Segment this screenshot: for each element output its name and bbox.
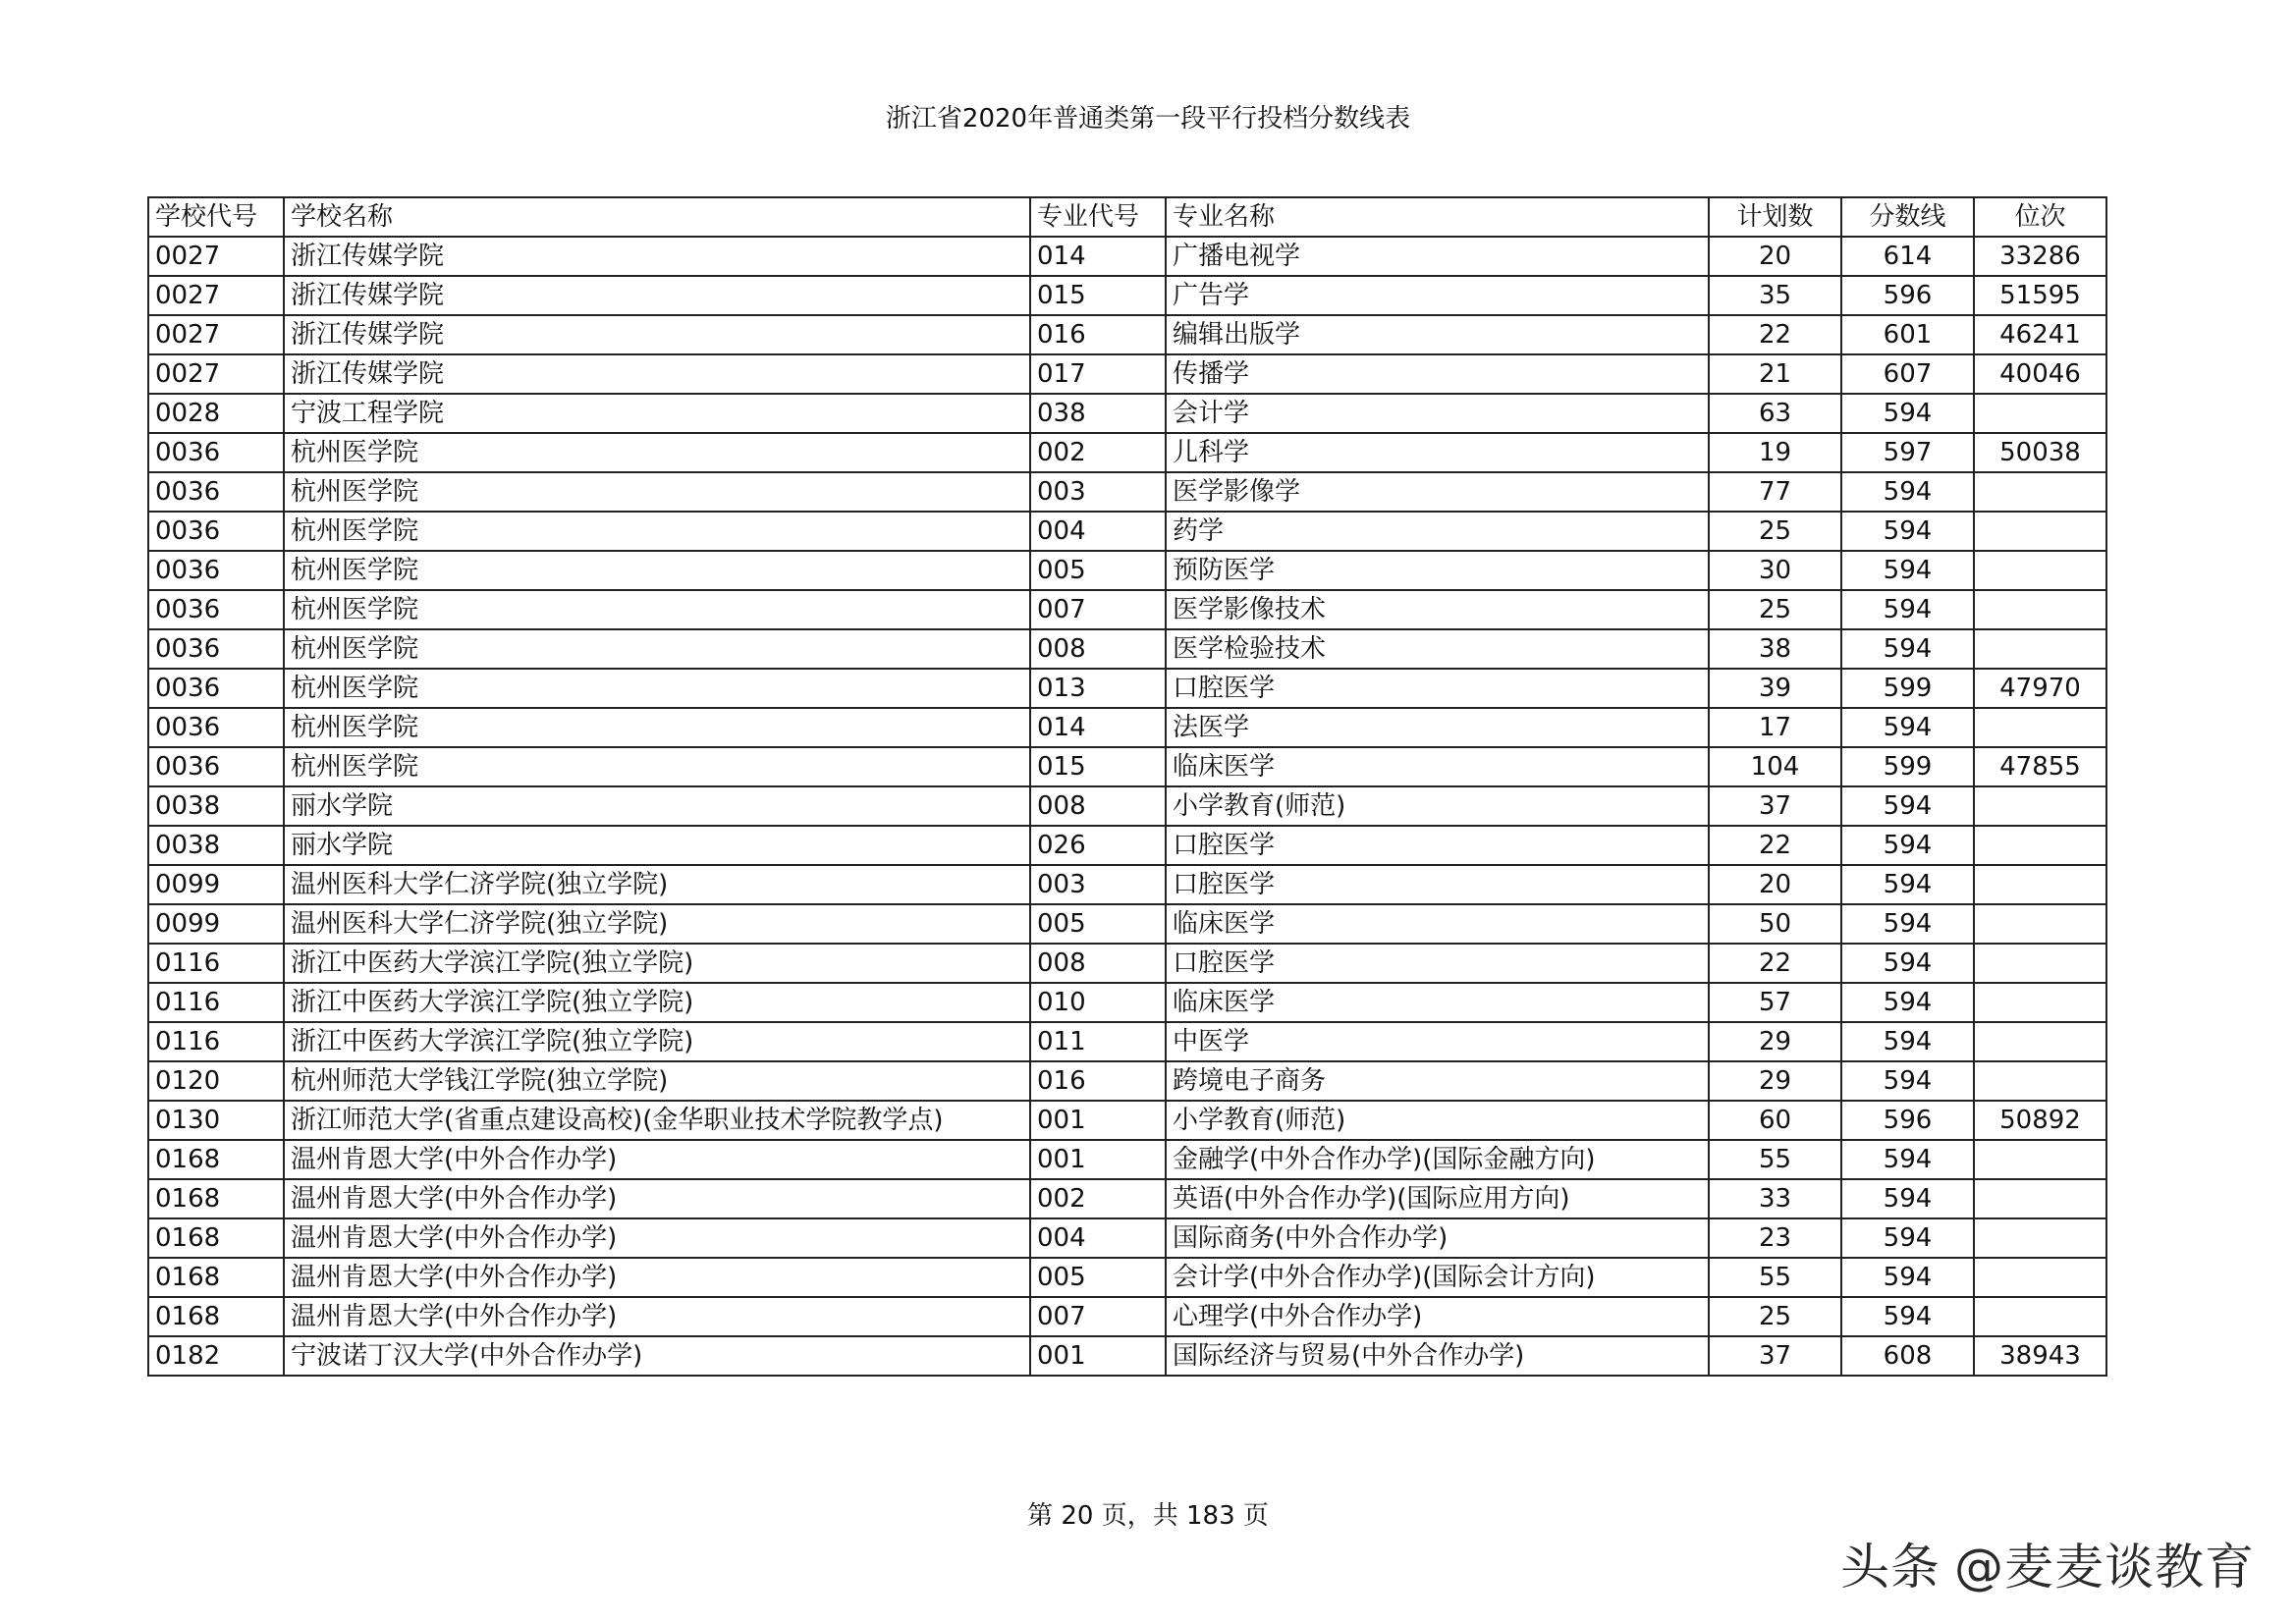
cell-rank [1974,1218,2106,1258]
cell-plan-count: 20 [1709,237,1841,276]
cell-major-name: 中医学 [1166,1022,1709,1061]
cell-rank [1974,904,2106,944]
cell-school-code: 0116 [148,1022,284,1061]
cell-major-name: 口腔医学 [1166,865,1709,904]
cell-major-name: 小学教育(师范) [1166,1101,1709,1140]
table-row [148,983,2106,1022]
cell-school-code: 0036 [148,590,284,629]
cell-plan-count: 22 [1709,826,1841,865]
cell-school-code: 0036 [148,747,284,786]
cell-major-code: 001 [1030,1140,1166,1179]
cell-rank [1974,590,2106,629]
cell-plan-count: 17 [1709,708,1841,747]
cell-school-code: 0038 [148,786,284,826]
cell-major-name: 预防医学 [1166,551,1709,590]
table-row [148,472,2106,512]
cell-major-code: 010 [1030,983,1166,1022]
cell-score-line: 594 [1841,590,1974,629]
cell-rank [1974,512,2106,551]
table-row [148,1022,2106,1061]
cell-school-code: 0036 [148,551,284,590]
cell-score-line: 607 [1841,354,1974,394]
cell-major-code: 015 [1030,276,1166,315]
cell-plan-count: 19 [1709,433,1841,472]
cell-plan-count: 25 [1709,590,1841,629]
table-row [148,1297,2106,1336]
table-row [148,433,2106,472]
cell-score-line: 594 [1841,944,1974,983]
table-row [148,865,2106,904]
cell-school-code: 0168 [148,1140,284,1179]
page-footer: 第 20 页，共 183 页 [1027,1501,1269,1531]
cell-major-name: 国际经济与贸易(中外合作办学) [1166,1336,1709,1376]
cell-major-code: 013 [1030,669,1166,708]
table-header-row [148,197,2106,237]
cell-major-name: 口腔医学 [1166,826,1709,865]
cell-major-name: 口腔医学 [1166,669,1709,708]
cell-major-name: 国际商务(中外合作办学) [1166,1218,1709,1258]
header-major-code: 专业代号 [1030,197,1166,237]
cell-major-name: 儿科学 [1166,433,1709,472]
cell-major-code: 015 [1030,747,1166,786]
table-body [148,237,2106,1376]
cell-score-line: 594 [1841,1061,1974,1101]
cell-rank [1974,551,2106,590]
cell-plan-count: 55 [1709,1140,1841,1179]
cell-major-code: 005 [1030,551,1166,590]
table-row [148,551,2106,590]
cell-major-code: 008 [1030,786,1166,826]
cell-major-name: 临床医学 [1166,904,1709,944]
cell-rank [1974,1297,2106,1336]
cell-school-code: 0168 [148,1179,284,1218]
cell-plan-count: 30 [1709,551,1841,590]
document-title: 浙江省2020年普通类第一段平行投档分数线表 [885,104,1411,134]
cell-major-code: 026 [1030,826,1166,865]
cell-score-line: 594 [1841,786,1974,826]
header-school-code: 学校代号 [148,197,284,237]
cell-plan-count: 35 [1709,276,1841,315]
cell-major-name: 医学检验技术 [1166,629,1709,669]
table-row [148,708,2106,747]
table-row [148,315,2106,354]
header-score-line: 分数线 [1841,197,1974,237]
cell-plan-count: 29 [1709,1061,1841,1101]
cell-rank [1974,1140,2106,1179]
cell-school-name: 温州肯恩大学(中外合作办学) [284,1218,1030,1258]
cell-plan-count: 23 [1709,1218,1841,1258]
cell-rank [1974,1022,2106,1061]
cell-major-name: 跨境电子商务 [1166,1061,1709,1101]
cell-score-line: 594 [1841,1297,1974,1336]
cell-school-code: 0120 [148,1061,284,1101]
cell-major-name: 编辑出版学 [1166,315,1709,354]
cell-school-name: 浙江传媒学院 [284,276,1030,315]
cell-school-name: 杭州医学院 [284,590,1030,629]
cell-plan-count: 37 [1709,1336,1841,1376]
cell-major-name: 金融学(中外合作办学)(国际金融方向) [1166,1140,1709,1179]
cell-school-name: 杭州医学院 [284,433,1030,472]
table-row [148,590,2106,629]
cell-school-name: 杭州医学院 [284,669,1030,708]
header-major-name: 专业名称 [1166,197,1709,237]
cell-school-name: 浙江中医药大学滨江学院(独立学院) [284,983,1030,1022]
table-row [148,629,2106,669]
cell-rank: 38943 [1974,1336,2106,1376]
cell-major-code: 003 [1030,472,1166,512]
cell-major-code: 005 [1030,1258,1166,1297]
cell-score-line: 599 [1841,669,1974,708]
cell-school-code: 0099 [148,904,284,944]
table-row [148,276,2106,315]
cell-major-code: 016 [1030,1061,1166,1101]
table-row [148,944,2106,983]
cell-rank [1974,865,2106,904]
cell-school-code: 0182 [148,1336,284,1376]
cell-rank [1974,629,2106,669]
cell-school-name: 丽水学院 [284,786,1030,826]
cell-plan-count: 22 [1709,944,1841,983]
cell-score-line: 594 [1841,629,1974,669]
cell-plan-count: 57 [1709,983,1841,1022]
table-row [148,1179,2106,1218]
cell-score-line: 594 [1841,865,1974,904]
cell-school-name: 温州肯恩大学(中外合作办学) [284,1140,1030,1179]
cell-score-line: 594 [1841,472,1974,512]
cell-rank [1974,1179,2106,1218]
cell-rank [1974,944,2106,983]
cell-major-code: 016 [1030,315,1166,354]
table-row [148,237,2106,276]
cell-rank [1974,786,2106,826]
cell-school-name: 温州医科大学仁济学院(独立学院) [284,904,1030,944]
table-row [148,786,2106,826]
cell-score-line: 594 [1841,394,1974,433]
cell-plan-count: 60 [1709,1101,1841,1140]
cell-major-code: 001 [1030,1101,1166,1140]
cell-school-name: 杭州医学院 [284,512,1030,551]
cell-school-code: 0036 [148,512,284,551]
cell-score-line: 594 [1841,1179,1974,1218]
cell-rank: 46241 [1974,315,2106,354]
header-plan-count: 计划数 [1709,197,1841,237]
cell-major-name: 口腔医学 [1166,944,1709,983]
cell-school-name: 浙江传媒学院 [284,354,1030,394]
table-row [148,826,2106,865]
cell-rank: 51595 [1974,276,2106,315]
cell-major-code: 038 [1030,394,1166,433]
table-row [148,354,2106,394]
cell-school-code: 0038 [148,826,284,865]
cell-score-line: 594 [1841,1258,1974,1297]
cell-score-line: 614 [1841,237,1974,276]
table-row [148,1258,2106,1297]
cell-major-name: 法医学 [1166,708,1709,747]
cell-plan-count: 38 [1709,629,1841,669]
table-row [148,1101,2106,1140]
cell-score-line: 594 [1841,708,1974,747]
cell-school-code: 0036 [148,433,284,472]
cell-major-name: 心理学(中外合作办学) [1166,1297,1709,1336]
cell-major-name: 医学影像学 [1166,472,1709,512]
cell-school-code: 0036 [148,708,284,747]
table-row [148,394,2106,433]
cell-major-code: 003 [1030,865,1166,904]
cell-score-line: 594 [1841,1022,1974,1061]
cell-school-code: 0036 [148,472,284,512]
cell-school-name: 杭州医学院 [284,472,1030,512]
cell-score-line: 594 [1841,983,1974,1022]
cell-school-name: 浙江传媒学院 [284,237,1030,276]
cell-score-line: 597 [1841,433,1974,472]
table-row [148,1061,2106,1101]
cell-score-line: 596 [1841,276,1974,315]
cell-school-name: 浙江传媒学院 [284,315,1030,354]
cell-rank: 47855 [1974,747,2106,786]
cell-major-name: 药学 [1166,512,1709,551]
cell-major-name: 广播电视学 [1166,237,1709,276]
cell-major-code: 014 [1030,237,1166,276]
cell-school-code: 0027 [148,237,284,276]
cell-plan-count: 22 [1709,315,1841,354]
cell-score-line: 601 [1841,315,1974,354]
table-row [148,512,2106,551]
cell-rank [1974,1258,2106,1297]
cell-score-line: 594 [1841,1218,1974,1258]
table-row [148,1218,2106,1258]
table-row [148,904,2106,944]
cell-major-code: 011 [1030,1022,1166,1061]
cell-plan-count: 25 [1709,1297,1841,1336]
table-row [148,1140,2106,1179]
cell-rank [1974,394,2106,433]
table-row [148,669,2106,708]
cell-school-name: 杭州医学院 [284,747,1030,786]
cell-major-code: 007 [1030,1297,1166,1336]
cell-score-line: 599 [1841,747,1974,786]
watermark-handle: @麦麦谈教育 [1954,1539,2255,1596]
cell-score-line: 594 [1841,512,1974,551]
cell-school-code: 0116 [148,944,284,983]
cell-school-name: 杭州医学院 [284,629,1030,669]
cell-rank [1974,708,2106,747]
cell-rank: 33286 [1974,237,2106,276]
cell-school-code: 0027 [148,354,284,394]
cell-school-name: 温州肯恩大学(中外合作办学) [284,1179,1030,1218]
header-school-name: 学校名称 [284,197,1030,237]
cell-major-code: 017 [1030,354,1166,394]
cell-school-code: 0168 [148,1297,284,1336]
cell-school-name: 浙江中医药大学滨江学院(独立学院) [284,944,1030,983]
cell-major-name: 传播学 [1166,354,1709,394]
cell-school-name: 温州肯恩大学(中外合作办学) [284,1258,1030,1297]
cell-major-name: 临床医学 [1166,747,1709,786]
cell-rank [1974,983,2106,1022]
cell-score-line: 594 [1841,904,1974,944]
cell-major-code: 014 [1030,708,1166,747]
cell-major-code: 001 [1030,1336,1166,1376]
cell-plan-count: 50 [1709,904,1841,944]
cell-school-name: 浙江师范大学(省重点建设高校)(金华职业技术学院教学点) [284,1101,1030,1140]
cell-rank: 40046 [1974,354,2106,394]
cell-rank: 47970 [1974,669,2106,708]
cell-plan-count: 21 [1709,354,1841,394]
cell-school-code: 0168 [148,1258,284,1297]
cell-rank [1974,472,2106,512]
cell-major-code: 008 [1030,629,1166,669]
cell-school-code: 0027 [148,276,284,315]
cell-school-code: 0027 [148,315,284,354]
cell-school-code: 0099 [148,865,284,904]
cell-plan-count: 25 [1709,512,1841,551]
cell-school-name: 温州医科大学仁济学院(独立学院) [284,865,1030,904]
cell-school-name: 浙江中医药大学滨江学院(独立学院) [284,1022,1030,1061]
cell-plan-count: 77 [1709,472,1841,512]
cell-school-code: 0036 [148,669,284,708]
cell-major-code: 005 [1030,904,1166,944]
cell-major-name: 小学教育(师范) [1166,786,1709,826]
cell-school-code: 0168 [148,1218,284,1258]
cell-major-code: 004 [1030,512,1166,551]
cell-major-name: 会计学 [1166,394,1709,433]
cell-school-name: 杭州师范大学钱江学院(独立学院) [284,1061,1030,1101]
cell-school-name: 杭州医学院 [284,551,1030,590]
cell-school-code: 0036 [148,629,284,669]
cell-score-line: 594 [1841,551,1974,590]
cell-plan-count: 39 [1709,669,1841,708]
cell-major-code: 002 [1030,1179,1166,1218]
cell-major-name: 广告学 [1166,276,1709,315]
header-rank: 位次 [1974,197,2106,237]
cell-school-name: 宁波诺丁汉大学(中外合作办学) [284,1336,1030,1376]
cell-score-line: 596 [1841,1101,1974,1140]
cell-score-line: 608 [1841,1336,1974,1376]
cell-plan-count: 63 [1709,394,1841,433]
cell-major-code: 007 [1030,590,1166,629]
score-table [147,196,2107,1377]
cell-major-name: 会计学(中外合作办学)(国际会计方向) [1166,1258,1709,1297]
cell-school-name: 宁波工程学院 [284,394,1030,433]
cell-school-name: 温州肯恩大学(中外合作办学) [284,1297,1030,1336]
watermark-brand: 头条 [1840,1539,1941,1596]
cell-rank [1974,1061,2106,1101]
cell-plan-count: 33 [1709,1179,1841,1218]
cell-major-code: 004 [1030,1218,1166,1258]
table-row [148,1336,2106,1376]
cell-school-code: 0116 [148,983,284,1022]
cell-school-code: 0028 [148,394,284,433]
cell-rank [1974,826,2106,865]
cell-plan-count: 29 [1709,1022,1841,1061]
cell-school-name: 杭州医学院 [284,708,1030,747]
cell-school-name: 丽水学院 [284,826,1030,865]
cell-school-code: 0130 [148,1101,284,1140]
cell-score-line: 594 [1841,1140,1974,1179]
cell-rank: 50892 [1974,1101,2106,1140]
cell-score-line: 594 [1841,826,1974,865]
cell-plan-count: 104 [1709,747,1841,786]
table-row [148,747,2106,786]
cell-plan-count: 37 [1709,786,1841,826]
cell-rank: 50038 [1974,433,2106,472]
cell-major-code: 008 [1030,944,1166,983]
cell-major-name: 医学影像技术 [1166,590,1709,629]
cell-plan-count: 20 [1709,865,1841,904]
cell-major-code: 002 [1030,433,1166,472]
cell-major-name: 英语(中外合作办学)(国际应用方向) [1166,1179,1709,1218]
cell-plan-count: 55 [1709,1258,1841,1297]
watermark [1840,1528,2255,1598]
cell-major-name: 临床医学 [1166,983,1709,1022]
